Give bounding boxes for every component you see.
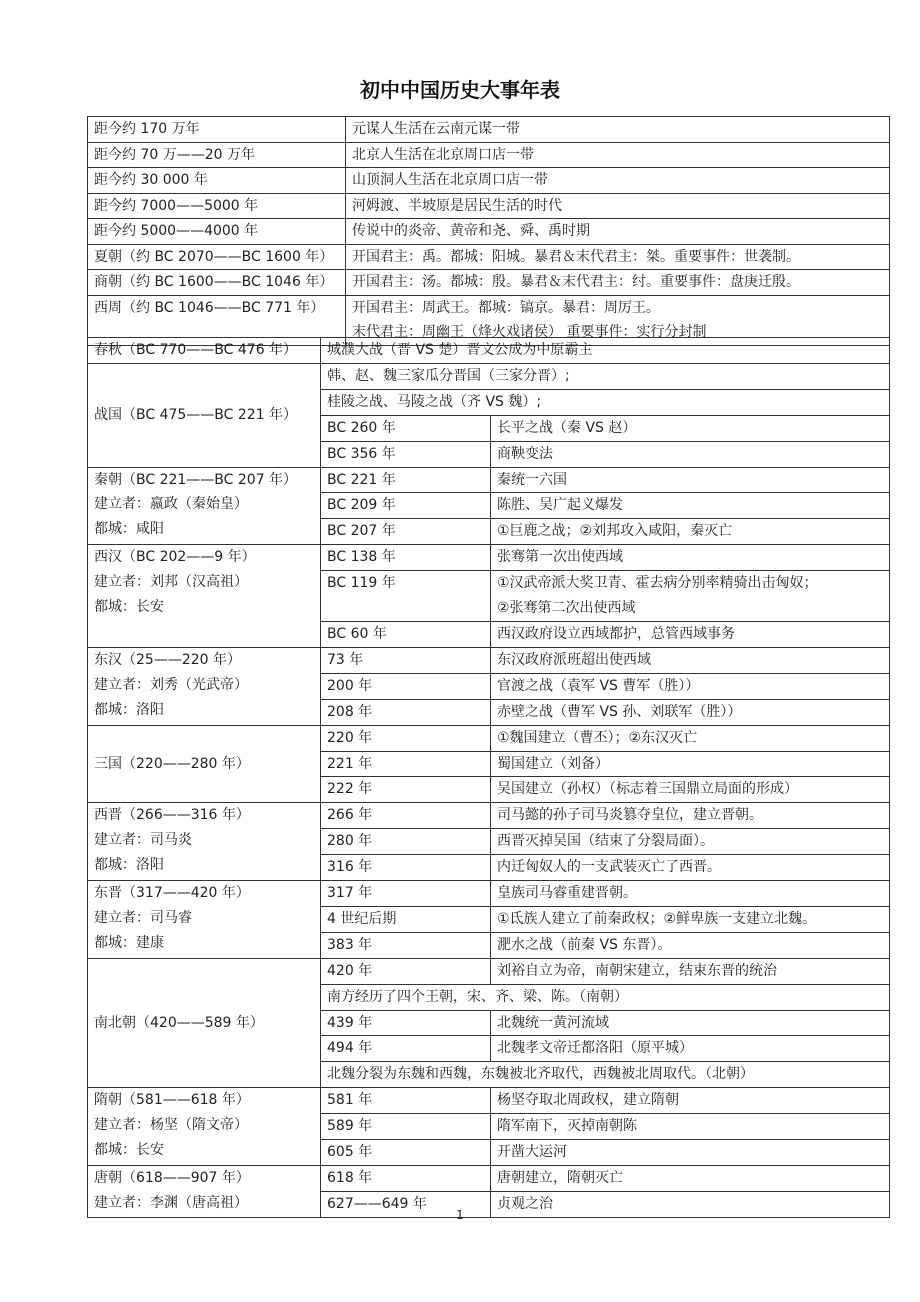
event-text: 桂陵之战、马陵之战（齐 VS 魏）; [327,393,542,410]
dynasty-cell [88,545,321,648]
year-label: BC 209 年 [327,497,396,514]
event-cell [491,621,890,647]
period-label: 距今约 7000——5000 年 [94,197,259,214]
event-cell [321,1062,890,1088]
event-cell [491,906,890,932]
event-cell [321,363,890,389]
event-text: 张骞第一次出使西域 [497,549,623,566]
year-cell [321,803,491,829]
event-text: 刘裕自立为帝，南朝宋建立，结束东晋的统治 [497,962,777,979]
event-cell [491,545,890,571]
year-cell [321,673,491,699]
year-label: 589 年 [327,1118,373,1135]
event-cell [346,142,890,168]
event-cell [491,519,890,545]
dynasty-table [87,337,890,1218]
event-text: 开国君主：禹。都城：阳城。暴君＆末代君主：桀。重要事件：世袭制。 [352,248,800,265]
table-row [88,168,890,194]
event-text: ①氐族人建立了前秦政权；②鲜卑族一支建立北魏。 [497,910,817,927]
year-cell [321,1010,491,1036]
dynasty-cell [88,958,321,1088]
event-cell [491,803,890,829]
event-text: 北魏统一黄河流域 [497,1014,609,1031]
event-text: ①汉武帝派大奖卫青、霍去病分别率精骑出击匈奴； [497,575,818,592]
year-label: 316 年 [327,859,373,876]
event-cell [321,389,890,415]
event-cell [346,244,890,270]
event-cell [491,415,890,441]
event-cell [491,441,890,467]
year-label: 220 年 [327,729,373,746]
dynasty-label: 建立者：李渊（唐高祖） [94,1194,248,1211]
event-text: 西晋灭掉吴国（结束了分裂局面）。 [497,833,714,850]
event-cell [491,1010,890,1036]
year-label: 266 年 [327,807,373,824]
year-cell [321,932,491,958]
year-label: 383 年 [327,936,373,953]
table-row [88,881,890,907]
year-cell [321,751,491,777]
event-text: 韩、赵、魏三家瓜分晋国（三家分晋）; [327,367,570,384]
period-cell [88,168,346,194]
event-text: 陈胜、吴广起义爆发 [497,497,623,514]
event-text: 开国君主：汤。都城：殷。暴君＆末代君主：纣。重要事件：盘庚迁殷。 [352,274,800,290]
dynasty-label: 都城：长安 [94,599,164,616]
event-text: 北魏分裂为东魏和西魏，东魏被北齐取代，西魏被北周取代。（北朝） [327,1066,754,1083]
event-text: 隋军南下，灭掉南朝陈 [497,1118,637,1135]
year-label: BC 119 年 [327,575,396,592]
period-cell [88,193,346,219]
event-cell [346,219,890,245]
event-cell [491,1036,890,1062]
prehistory-table [87,116,890,346]
year-cell [321,467,491,493]
table-row [88,647,890,673]
year-cell [321,1140,491,1166]
event-text: 淝水之战（前秦 VS 东晋）。 [497,936,672,953]
year-cell [321,855,491,881]
year-label: BC 207 年 [327,523,396,540]
year-label: 627——649 年 [327,1195,427,1212]
event-text: 皇族司马睿重建晋朝。 [497,885,637,902]
table-row [88,1166,890,1192]
year-cell [321,699,491,725]
table-row [88,117,890,143]
dynasty-label: 都城：建康 [94,934,164,951]
year-cell [321,881,491,907]
year-label: 73 年 [327,651,364,668]
year-cell [321,1114,491,1140]
year-label: 200 年 [327,677,373,694]
event-text: 山顶洞人生活在北京周口店一带 [352,172,548,188]
dynasty-label: 秦朝（BC 221——BC 207 年） [94,471,298,488]
year-cell [321,906,491,932]
dynasty-cell [88,881,321,959]
period-label: 距今约 70 万——20 万年 [94,146,255,163]
event-cell [491,829,890,855]
event-cell [491,725,890,751]
event-text: 内迁匈奴人的一支武装灭亡了西晋。 [497,859,721,876]
dynasty-label: 建立者：司马睿 [94,909,192,926]
year-cell [321,777,491,803]
period-label: 夏朝（约 BC 2070——BC 1600 年） [94,248,334,265]
event-text: 司马懿的孙子司马炎篡夺皇位，建立晋朝。 [497,807,763,824]
year-label: 581 年 [327,1092,373,1109]
event-cell [346,117,890,143]
event-text: ①魏国建立（曹丕）；②东汉灭亡 [497,729,698,746]
table-row [88,363,890,389]
event-text: 河姆渡、半坡原是居民生活的时代 [352,197,562,214]
event-cell [346,168,890,194]
event-text: 北魏孝文帝迁都洛阳（原平城） [497,1040,693,1057]
table-row [88,219,890,245]
year-cell [321,1036,491,1062]
dynasty-label: 都城：咸阳 [94,521,164,538]
event-cell [321,984,890,1010]
event-text: 东汉政府派班超出使西域 [497,651,651,668]
period-label: 距今约 5000——4000 年 [94,223,259,239]
event-cell [491,932,890,958]
dynasty-cell [88,363,321,467]
table-row [88,725,890,751]
event-text: 南方经历了四个王朝，宋、齐、梁、陈。（南朝） [327,988,628,1005]
event-text: 北京人生活在北京周口店一带 [352,146,534,163]
year-cell [321,441,491,467]
event-cell [491,881,890,907]
table-row [88,338,890,364]
year-label: 280 年 [327,833,373,850]
event-cell [491,571,890,622]
event-cell [491,1166,890,1192]
event-cell [491,1140,890,1166]
period-cell [88,142,346,168]
year-cell [321,493,491,519]
table-row [88,958,890,984]
event-cell [491,855,890,881]
event-cell [491,958,890,984]
dynasty-label: 唐朝（618——907 年） [94,1170,250,1186]
year-cell [321,545,491,571]
table-row [88,803,890,829]
dynasty-label: 建立者：刘邦（汉高祖） [94,574,248,591]
event-text: 开凿大运河 [497,1144,567,1161]
year-label: BC 60 年 [327,625,387,642]
event-cell [491,699,890,725]
year-label: 221 年 [327,755,373,772]
dynasty-label: 建立者：刘秀（光武帝） [94,676,248,693]
dynasty-label: 东晋（317——420 年） [94,885,250,902]
period-cell [88,117,346,143]
year-cell [321,1088,491,1114]
year-label: BC 260 年 [327,419,396,436]
event-text: 赤壁之战（曹军 VS 孙、刘联军（胜）） [497,703,742,720]
dynasty-label: 南北朝（420——589 年） [94,1014,264,1031]
dynasty-label: 西晋（266——316 年） [94,807,250,824]
table-row [88,244,890,270]
event-cell [346,193,890,219]
table-row [88,545,890,571]
dynasty-label: 都城：洛阳 [94,857,164,874]
event-cell [491,493,890,519]
event-cell [491,467,890,493]
year-cell [321,571,491,622]
event-text: 传说中的炎帝、黄帝和尧、舜、禹时期 [352,223,590,239]
dynasty-label: 战国（BC 475——BC 221 年） [94,406,298,423]
page-number: 1 [456,1208,464,1222]
table-row [88,193,890,219]
dynasty-label: 春秋（BC 770——BC 476 年） [94,342,298,358]
event-text: 开国君主：周武王。都城：镐京。暴君：周厉王。 [352,299,660,316]
year-cell [321,519,491,545]
event-cell [491,647,890,673]
dynasty-cell [88,467,321,545]
table-row [88,142,890,168]
event-text: 杨坚夺取北周政权，建立隋朝 [497,1092,679,1109]
event-text: 商鞅变法 [497,445,553,462]
year-label: 317 年 [327,885,373,902]
event-cell [321,338,890,364]
period-cell [88,270,346,296]
year-label: BC 221 年 [327,471,396,488]
period-cell [88,244,346,270]
table-row [88,467,890,493]
year-label: 420 年 [327,962,373,979]
year-label: 494 年 [327,1040,373,1057]
dynasty-label: 都城：洛阳 [94,701,164,718]
event-text: 城濮大战（晋 VS 楚）晋文公成为中原霸主 [327,342,593,358]
table-row [88,270,890,296]
event-cell [491,673,890,699]
period-cell [88,219,346,245]
event-text: 唐朝建立，隋朝灭亡 [497,1170,623,1186]
event-cell [491,751,890,777]
year-label: 618 年 [327,1170,373,1186]
year-cell [321,958,491,984]
dynasty-cell [88,338,321,364]
dynasty-cell [88,725,321,803]
event-cell [491,1114,890,1140]
period-label: 距今约 170 万年 [94,121,200,137]
event-text: 吴国建立（孙权）（标志着三国鼎立局面的形成） [497,781,798,798]
event-text: 官渡之战（袁军 VS 曹军（胜）） [497,677,700,694]
period-label: 商朝（约 BC 1600——BC 1046 年） [94,274,334,290]
year-label: 208 年 [327,703,373,720]
year-label: 439 年 [327,1014,373,1031]
year-label: 222 年 [327,781,373,798]
dynasty-label: 三国（220——280 年） [94,755,250,772]
event-text: 末代君主：周幽王（烽火戏诸侯） 重要事件：实行分封制 [352,324,707,340]
dynasty-cell [88,1088,321,1166]
event-text: 元谋人生活在云南元谋一带 [352,121,520,137]
event-text: 贞观之治 [497,1195,553,1212]
year-label: BC 356 年 [327,445,396,462]
dynasty-cell [88,803,321,881]
year-cell [321,829,491,855]
event-text: 长平之战（秦 VS 赵） [497,419,637,436]
year-label: 605 年 [327,1144,373,1161]
year-cell [321,725,491,751]
dynasty-label: 都城：长安 [94,1142,164,1159]
year-label: 4 世纪后期 [327,910,397,927]
year-cell [321,621,491,647]
dynasty-label: 建立者：杨坚（隋文帝） [94,1117,248,1134]
year-cell [321,1166,491,1192]
dynasty-label: 西汉（BC 202——9 年） [94,549,256,566]
event-text: ①巨鹿之战；②刘邦攻入咸阳，秦灭亡 [497,523,733,540]
year-cell [321,647,491,673]
dynasty-cell [88,647,321,725]
year-label: BC 138 年 [327,549,396,566]
event-cell [491,777,890,803]
table-row [88,1088,890,1114]
dynasty-label: 东汉（25——220 年） [94,651,241,668]
dynasty-label: 建立者：嬴政（秦始皇） [94,496,248,513]
event-cell [346,270,890,296]
event-text: ②张骞第二次出使西域 [497,600,636,617]
period-label: 距今约 30 000 年 [94,172,208,188]
dynasty-label: 隋朝（581——618 年） [94,1092,250,1109]
year-cell [321,415,491,441]
dynasty-label: 建立者：司马炎 [94,832,192,849]
period-label: 西周（约 BC 1046——BC 771 年） [94,299,325,316]
page-title: 初中中国历史大事年表 [360,78,560,102]
event-text: 秦统一六国 [497,471,567,488]
event-text: 西汉政府设立西域都护，总管西域事务 [497,625,735,642]
event-text: 蜀国建立（刘备） [497,755,609,772]
event-cell [491,1088,890,1114]
